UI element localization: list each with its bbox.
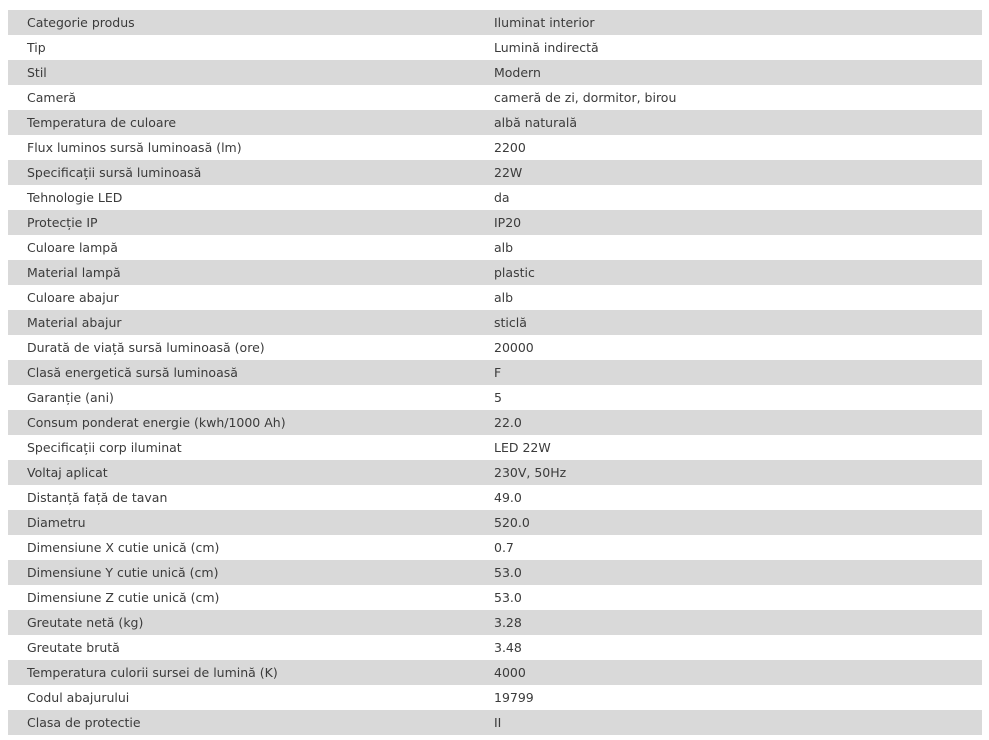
spec-value: sticlă [494, 310, 982, 335]
spec-row [8, 160, 982, 185]
spec-row [8, 10, 982, 35]
spec-row [8, 660, 982, 685]
spec-row [8, 360, 982, 385]
spec-row [8, 310, 982, 335]
spec-value: 49.0 [494, 485, 982, 510]
spec-label: Stil [8, 60, 494, 85]
spec-row [8, 685, 982, 710]
spec-label: Diametru [8, 510, 494, 535]
spec-value: Iluminat interior [494, 10, 982, 35]
spec-row [8, 410, 982, 435]
spec-value: IP20 [494, 210, 982, 235]
spec-label: Temperatura de culoare [8, 110, 494, 135]
spec-row [8, 185, 982, 210]
spec-label: Clasă energetică sursă luminoasă [8, 360, 494, 385]
spec-row [8, 510, 982, 535]
spec-label: Dimensiune Y cutie unică (cm) [8, 560, 494, 585]
spec-value: LED 22W [494, 435, 982, 460]
spec-label: Categorie produs [8, 10, 494, 35]
spec-label: Voltaj aplicat [8, 460, 494, 485]
spec-label: Specificații corp iluminat [8, 435, 494, 460]
spec-label: Tip [8, 35, 494, 60]
spec-label: Culoare abajur [8, 285, 494, 310]
spec-label: Durată de viață sursă luminoasă (ore) [8, 335, 494, 360]
spec-value: F [494, 360, 982, 385]
spec-value: 3.48 [494, 635, 982, 660]
spec-label: Garanție (ani) [8, 385, 494, 410]
spec-value: 53.0 [494, 560, 982, 585]
spec-row [8, 35, 982, 60]
spec-value: 4000 [494, 660, 982, 685]
specifications-body [8, 10, 982, 735]
spec-row [8, 110, 982, 135]
spec-label: Material abajur [8, 310, 494, 335]
spec-label: Codul abajurului [8, 685, 494, 710]
spec-label: Tehnologie LED [8, 185, 494, 210]
spec-label: Dimensiune Z cutie unică (cm) [8, 585, 494, 610]
spec-label: Cameră [8, 85, 494, 110]
spec-label: Greutate netă (kg) [8, 610, 494, 635]
spec-label: Protecție IP [8, 210, 494, 235]
spec-row [8, 535, 982, 560]
spec-value: 3.28 [494, 610, 982, 635]
spec-label: Consum ponderat energie (kwh/1000 Ah) [8, 410, 494, 435]
spec-value: Modern [494, 60, 982, 85]
spec-label: Distanță față de tavan [8, 485, 494, 510]
spec-label: Material lampă [8, 260, 494, 285]
spec-label: Dimensiune X cutie unică (cm) [8, 535, 494, 560]
spec-value: 520.0 [494, 510, 982, 535]
spec-label: Clasa de protectie [8, 710, 494, 735]
spec-value: 0.7 [494, 535, 982, 560]
spec-value: cameră de zi, dormitor, birou [494, 85, 982, 110]
spec-value: da [494, 185, 982, 210]
spec-value: alb [494, 235, 982, 260]
spec-row [8, 85, 982, 110]
specifications-table [8, 10, 982, 735]
spec-label: Flux luminos sursă luminoasă (lm) [8, 135, 494, 160]
spec-value: 22W [494, 160, 982, 185]
spec-value: Lumină indirectă [494, 35, 982, 60]
spec-label: Greutate brută [8, 635, 494, 660]
spec-value: 230V, 50Hz [494, 460, 982, 485]
spec-row [8, 460, 982, 485]
spec-row [8, 485, 982, 510]
spec-row [8, 235, 982, 260]
spec-row [8, 260, 982, 285]
spec-value: 19799 [494, 685, 982, 710]
spec-label: Temperatura culorii sursei de lumină (K) [8, 660, 494, 685]
spec-row [8, 385, 982, 410]
spec-value: 2200 [494, 135, 982, 160]
spec-row [8, 435, 982, 460]
spec-value: 20000 [494, 335, 982, 360]
spec-value: plastic [494, 260, 982, 285]
spec-value: 22.0 [494, 410, 982, 435]
spec-row [8, 60, 982, 85]
spec-label: Specificații sursă luminoasă [8, 160, 494, 185]
spec-value: 53.0 [494, 585, 982, 610]
spec-row [8, 560, 982, 585]
spec-row [8, 635, 982, 660]
spec-label: Culoare lampă [8, 235, 494, 260]
spec-row [8, 710, 982, 735]
spec-row [8, 585, 982, 610]
spec-row [8, 610, 982, 635]
spec-value: alb [494, 285, 982, 310]
spec-value: II [494, 710, 982, 735]
spec-value: 5 [494, 385, 982, 410]
spec-row [8, 135, 982, 160]
spec-row [8, 335, 982, 360]
spec-row [8, 285, 982, 310]
spec-value: albă naturală [494, 110, 982, 135]
spec-row [8, 210, 982, 235]
